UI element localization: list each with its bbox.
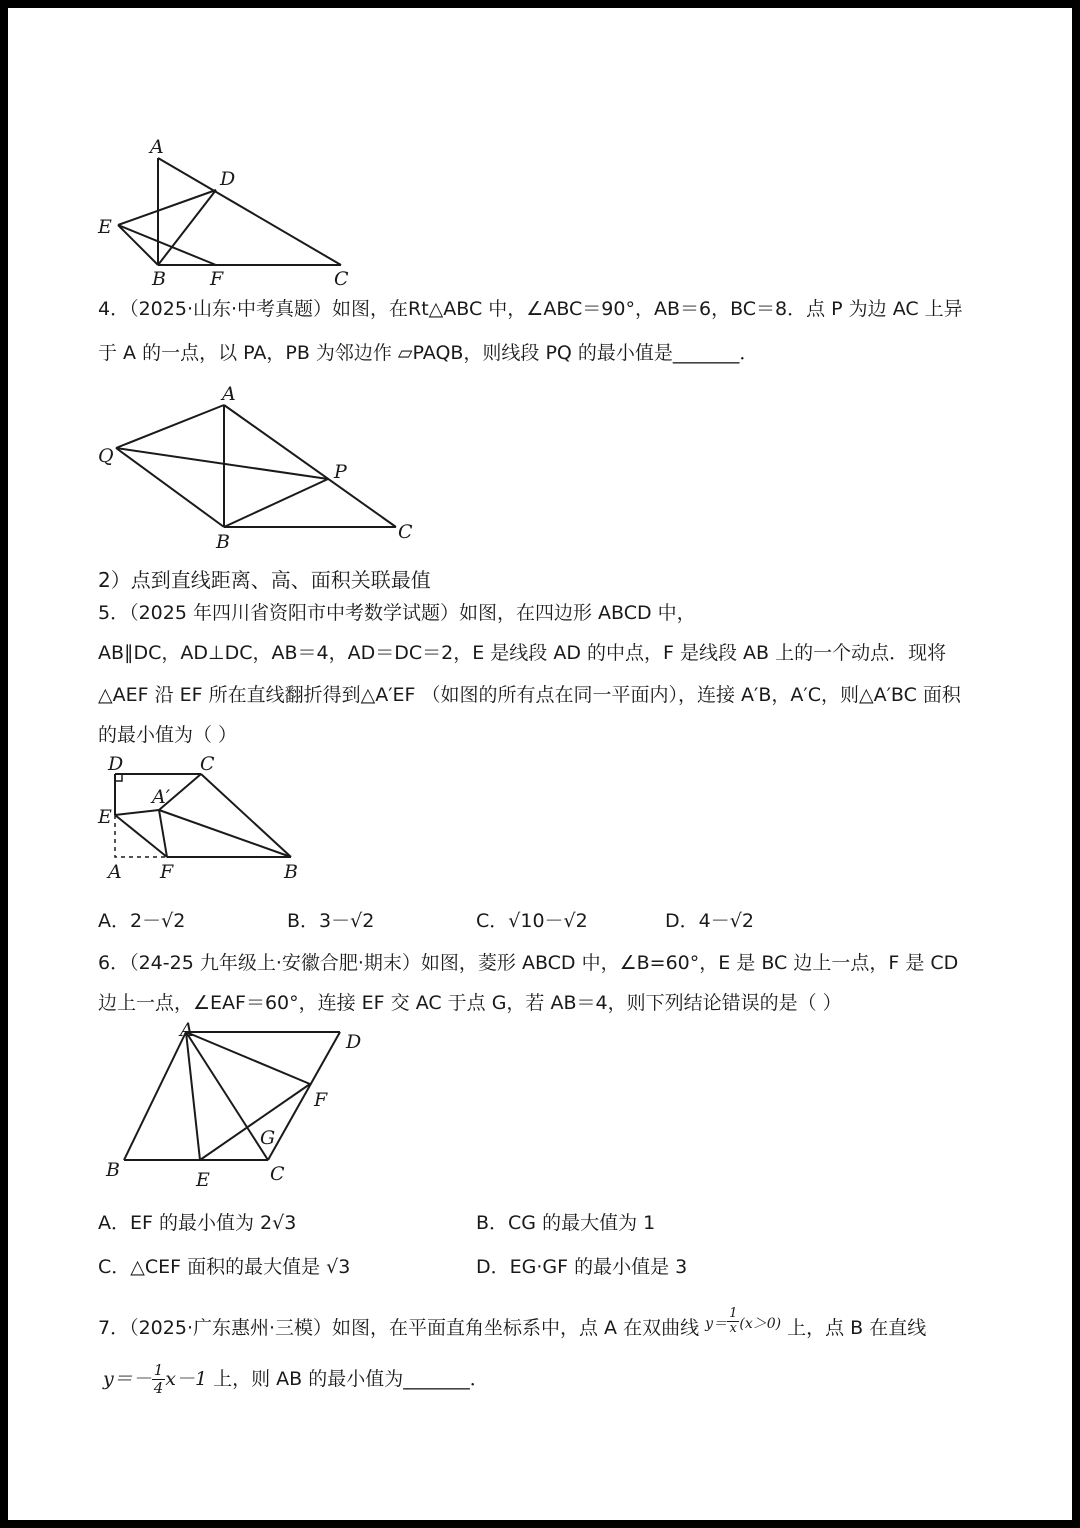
line-eq-fraction [152, 1362, 166, 1397]
q6-line2: 边上一点，∠EAF＝60°，连接 EF 交 AC 于点 G，若 AB＝4，则下列结论错误的是（ ） [98, 992, 842, 1014]
label-E: E [98, 216, 112, 238]
q5-line4: 的最小值为（ ） [98, 724, 238, 746]
line-eq-lhs: y＝－ [103, 1368, 152, 1390]
label-F: F [210, 268, 224, 290]
figure-quadrilateral-abcd [96, 753, 316, 886]
q5-option-c[interactable]: C．√10－√2 [476, 910, 588, 932]
label-D: D [108, 753, 124, 775]
label-A-prime: A′ [152, 786, 171, 808]
figure-triangle-abc-def [98, 133, 368, 290]
label-D: D [346, 1031, 362, 1053]
q6-option-c[interactable]: C．△CEF 面积的最大值是 √3 [98, 1256, 351, 1278]
worksheet-page [8, 8, 1072, 1520]
line-eq-rhs: x－1 [165, 1368, 208, 1390]
q6-option-b[interactable]: B．CG 的最大值为 1 [476, 1212, 656, 1234]
label-B: B [106, 1159, 120, 1181]
q4-line1: 4．（2025·山东·中考真题）如图，在Rt△ABC 中，∠ABC＝90°，AB＝6，BC＝8．点 P 为边 AC 上异 [98, 298, 963, 320]
label-F: F [160, 861, 174, 883]
label-C: C [398, 521, 413, 543]
q6-option-a[interactable]: A．EF 的最小值为 2√3 [98, 1212, 297, 1234]
label-B: B [284, 861, 298, 883]
hyperbola-lhs: y＝ [705, 1316, 728, 1332]
q6-line1: 6．（24-25 九年级上·安徽合肥·期末）如图，菱形 ABCD 中，∠B=60°，E 是 BC 边上一点，F 是 CD [98, 952, 959, 974]
hyperbola-numerator: 1 [729, 1306, 738, 1321]
label-G: G [260, 1127, 276, 1149]
q5-option-b[interactable]: B．3－√2 [287, 910, 375, 932]
label-E: E [196, 1169, 210, 1191]
figure-parallelogram-paqb [96, 380, 426, 555]
hyperbola-denominator: x [729, 1321, 737, 1336]
q7-line1-post: 上，点 B 在直线 [787, 1317, 927, 1339]
label-E: E [98, 806, 112, 828]
label-D: D [220, 168, 236, 190]
label-B: B [216, 531, 230, 553]
label-F: F [314, 1089, 328, 1111]
label-C: C [334, 268, 349, 290]
label-A: A [222, 383, 236, 405]
section-heading: 2）点到直线距离、高、面积关联最值 [98, 568, 431, 592]
q5-line3: △AEF 沿 EF 所在直线翻折得到△A′EF （如图的所有点在同一平面内），连接 A′B，A′C，则△A′BC 面积 [98, 684, 961, 706]
q7-line2 [103, 1354, 489, 1404]
label-P: P [334, 461, 347, 483]
q7-line1-text: 7．（2025·广东惠州·三模）如图，在平面直角坐标系中，点 A 在双曲线 [98, 1317, 700, 1339]
label-A: A [108, 861, 122, 883]
figure-rhombus-abcd [96, 1020, 386, 1195]
line-eq-denominator: 4 [153, 1379, 164, 1397]
q6-option-d[interactable]: D．EG·GF 的最小值是 3 [476, 1256, 688, 1278]
label-A: A [180, 1019, 194, 1041]
label-B: B [152, 268, 166, 290]
label-Q: Q [98, 445, 114, 467]
q7-line2-text: 上，则 AB 的最小值为_______． [213, 1368, 489, 1390]
label-C: C [270, 1163, 285, 1185]
line-eq-numerator: 1 [153, 1361, 164, 1379]
q5-option-a[interactable]: A．2－√2 [98, 910, 186, 932]
q5-line1: 5．（2025 年四川省资阳市中考数学试题）如图，在四边形 ABCD 中， [98, 602, 696, 624]
q7-line1 [98, 1304, 926, 1344]
label-A: A [150, 136, 164, 158]
q5-line2: AB∥DC，AD⊥DC，AB＝4，AD＝DC＝2，E 是线段 AD 的中点，F 是线段 AB 上的一个动点．现将 [98, 642, 947, 664]
hyperbola-condition: (x＞0) [739, 1316, 782, 1332]
q5-option-d[interactable]: D．4－√2 [665, 910, 754, 932]
label-C: C [200, 753, 215, 775]
hyperbola-fraction [727, 1307, 739, 1336]
q4-line2: 于 A 的一点，以 PA，PB 为邻边作 ▱PAQB，则线段 PQ 的最小值是_______． [98, 342, 759, 364]
